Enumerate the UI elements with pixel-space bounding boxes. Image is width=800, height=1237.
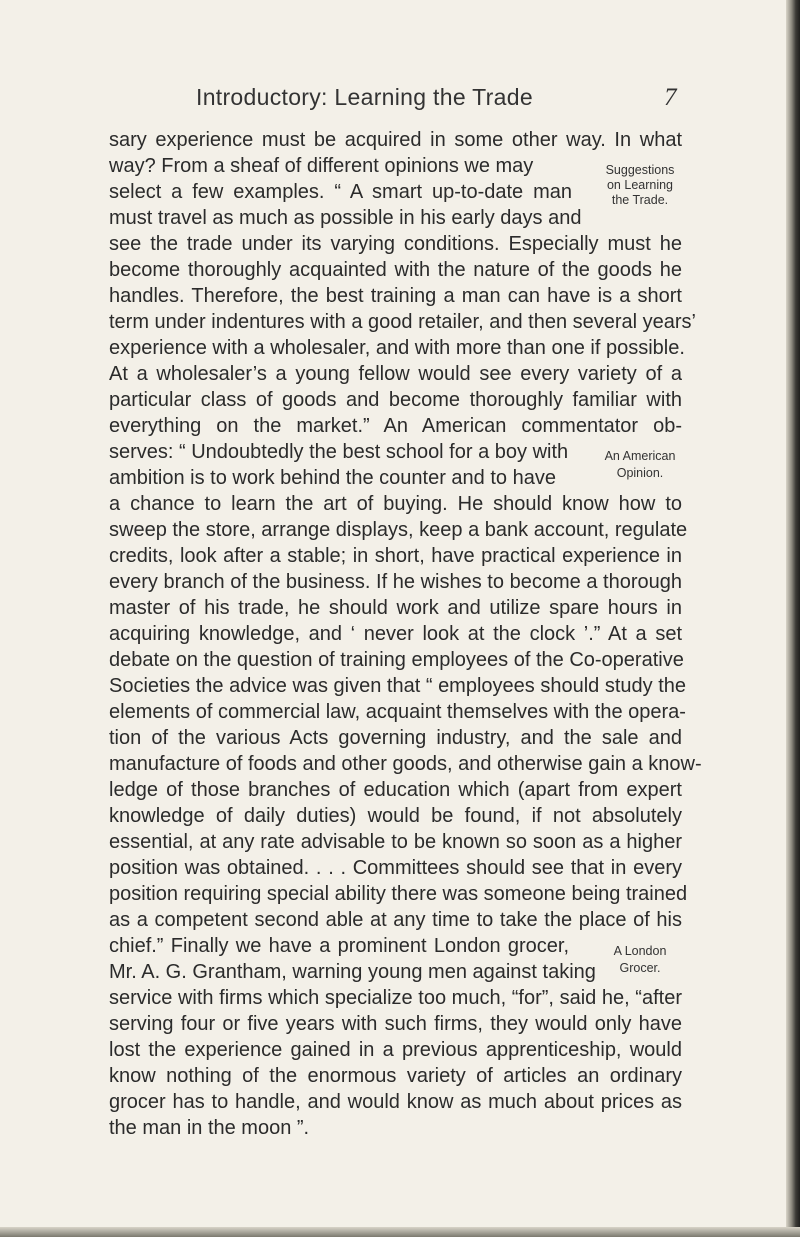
body-line: debate on the question of training employees of the Co-operative bbox=[109, 649, 684, 671]
side-note-line: An American bbox=[604, 449, 676, 463]
body-line: credits, look after a stable; in short, have practical experience in bbox=[109, 545, 682, 567]
page-edge bbox=[786, 0, 800, 1237]
body-line: select a few examples. “ A smart up-to-date man bbox=[109, 181, 572, 203]
side-note-line: Grocer. bbox=[619, 961, 661, 975]
body-line: as a competent second able at any time to take the place of his bbox=[109, 909, 682, 931]
body-line: serves: “ Undoubtedly the best school for a boy with bbox=[109, 441, 569, 463]
body-line: term under indentures with a good retailer, and then several years’ bbox=[109, 311, 697, 333]
body-line: must travel as much as possible in his early days and bbox=[109, 207, 582, 229]
body-line: tion of the various Acts governing industry, and the sale and bbox=[109, 727, 682, 749]
side-note-line: on Learning bbox=[606, 178, 674, 192]
page-bottom-edge bbox=[0, 1227, 800, 1237]
body-line: see the trade under its varying conditions. Especially must he bbox=[109, 233, 682, 255]
body-line: way? From a sheaf of different opinions we may bbox=[109, 155, 534, 177]
side-note-line: Opinion. bbox=[616, 466, 664, 480]
body-line: position was obtained. . . . Committees should see that in every bbox=[109, 857, 682, 879]
body-line: essential, at any rate advisable to be known so soon as a higher bbox=[109, 831, 682, 853]
body-line: every branch of the business. If he wishes to become a thorough bbox=[109, 571, 682, 593]
page-number: 7 bbox=[664, 84, 677, 111]
body-line: particular class of goods and become thoroughly familiar with bbox=[109, 389, 682, 411]
side-note-line: Suggestions bbox=[605, 163, 675, 177]
body-line: service with firms which specialize too much, “for”, said he, “after bbox=[109, 987, 682, 1009]
body-line: a chance to learn the art of buying. He should know how to bbox=[109, 493, 682, 515]
body-line: grocer has to handle, and would know as much about prices as bbox=[109, 1091, 682, 1113]
body-line: lost the experience gained in a previous apprenticeship, would bbox=[109, 1039, 682, 1061]
body-line: everything on the market.” An American commentator ob- bbox=[109, 415, 682, 437]
body-line: manufacture of foods and other goods, and otherwise gain a know- bbox=[109, 753, 702, 775]
body-line: At a wholesaler’s a young fellow would see every variety of a bbox=[109, 363, 682, 385]
body-line: sary experience must be acquired in some other way. In what bbox=[109, 129, 682, 151]
body-line: acquiring knowledge, and ‘ never look at the clock ’.” At a set bbox=[109, 623, 682, 645]
body-line: serving four or five years with such firms, they would only have bbox=[109, 1013, 682, 1035]
side-note-line: A London bbox=[613, 944, 667, 958]
body-line: position requiring special ability there was someone being trained bbox=[109, 883, 688, 905]
body-line: handles. Therefore, the best training a man can have is a short bbox=[109, 285, 682, 307]
body-line: chief.” Finally we have a prominent London grocer, bbox=[109, 935, 569, 957]
body-line: become thoroughly acquainted with the nature of the goods he bbox=[109, 259, 682, 281]
body-line: Mr. A. G. Grantham, warning young men against taking bbox=[109, 961, 596, 983]
body-line: experience with a wholesaler, and with more than one if possible. bbox=[109, 337, 685, 359]
body-line: master of his trade, he should work and utilize spare hours in bbox=[109, 597, 682, 619]
body-line: sweep the store, arrange displays, keep a bank account, regulate bbox=[109, 519, 688, 541]
body-line: ambition is to work behind the counter and to have bbox=[109, 467, 556, 489]
running-title: Introductory: Learning the Trade bbox=[196, 84, 533, 110]
body-line: elements of commercial law, acquaint themselves with the opera- bbox=[109, 701, 686, 723]
body-line: know nothing of the enormous variety of articles an ordinary bbox=[109, 1065, 682, 1087]
body-line: Societies the advice was given that “ employees should study the bbox=[109, 675, 686, 697]
body-line: the man in the moon ”. bbox=[109, 1117, 310, 1139]
side-note-line: the Trade. bbox=[611, 193, 669, 207]
body-line: ledge of those branches of education which (apart from expert bbox=[109, 779, 682, 801]
body-line: knowledge of daily duties) would be found, if not absolutely bbox=[109, 805, 682, 827]
